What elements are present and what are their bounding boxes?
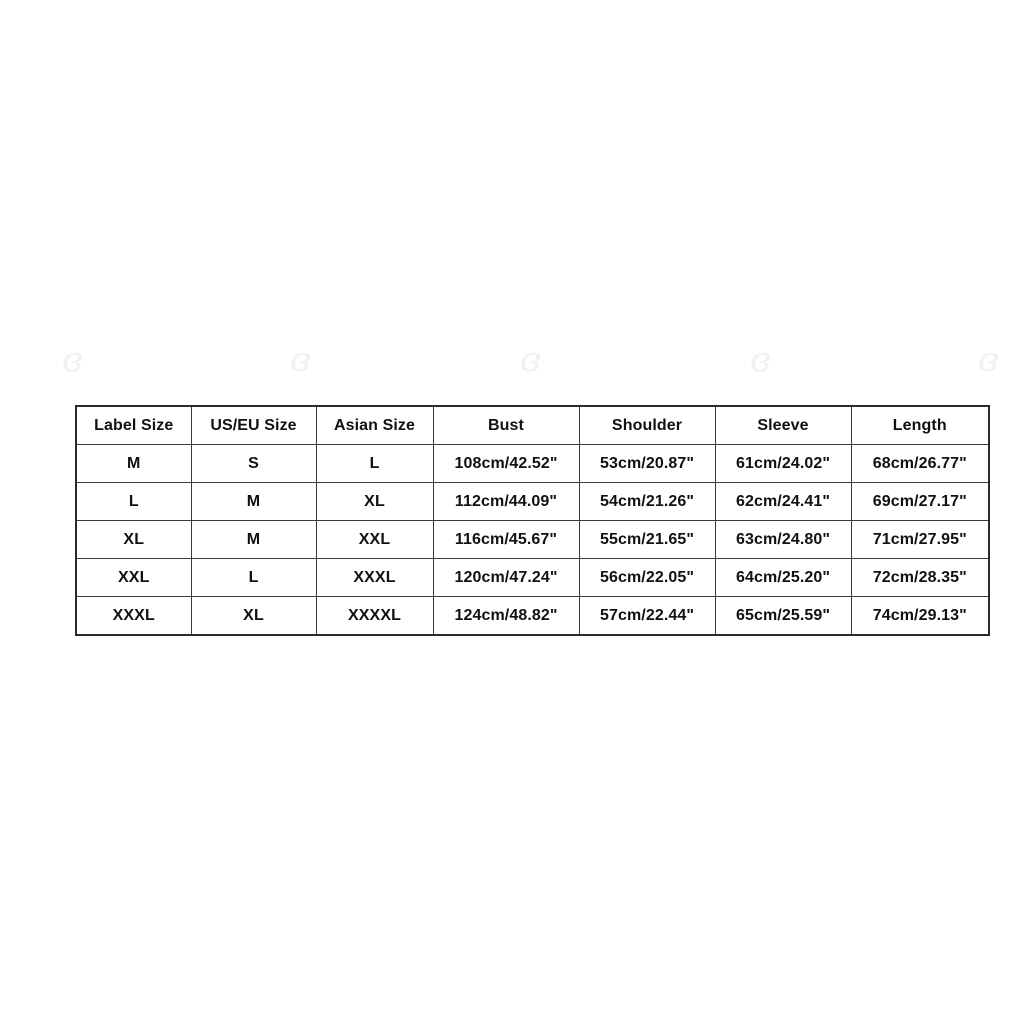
watermark-mark: ɞ [750,340,771,380]
header-sleeve: Sleeve [715,406,851,445]
header-label-size: Label Size [76,406,191,445]
cell-label-size: XXL [76,559,191,597]
cell-us-eu-size: M [191,483,316,521]
cell-label-size: M [76,445,191,483]
cell-length: 68cm/26.77" [851,445,989,483]
cell-length: 74cm/29.13" [851,597,989,636]
cell-sleeve: 62cm/24.41" [715,483,851,521]
cell-sleeve: 61cm/24.02" [715,445,851,483]
table-row [76,445,989,483]
cell-asian-size: XXXXL [316,597,433,636]
watermark-mark: ɞ [520,340,541,380]
cell-us-eu-size: XL [191,597,316,636]
cell-shoulder: 55cm/21.65" [579,521,715,559]
table-row [76,521,989,559]
watermark-mark: ɞ [978,340,999,380]
cell-shoulder: 56cm/22.05" [579,559,715,597]
table-row [76,483,989,521]
watermark-mark: ɞ [290,340,311,380]
cell-shoulder: 57cm/22.44" [579,597,715,636]
table-row [76,559,989,597]
cell-length: 72cm/28.35" [851,559,989,597]
cell-asian-size: XXL [316,521,433,559]
cell-bust: 120cm/47.24" [433,559,579,597]
size-chart-table [75,405,990,636]
cell-label-size: XXXL [76,597,191,636]
cell-sleeve: 64cm/25.20" [715,559,851,597]
cell-asian-size: XL [316,483,433,521]
cell-shoulder: 53cm/20.87" [579,445,715,483]
header-us-eu-size: US/EU Size [191,406,316,445]
watermark-mark: ɞ [62,340,83,380]
cell-sleeve: 65cm/25.59" [715,597,851,636]
cell-bust: 108cm/42.52" [433,445,579,483]
header-shoulder: Shoulder [579,406,715,445]
cell-us-eu-size: S [191,445,316,483]
cell-label-size: L [76,483,191,521]
cell-bust: 124cm/48.82" [433,597,579,636]
cell-us-eu-size: L [191,559,316,597]
header-bust: Bust [433,406,579,445]
cell-bust: 112cm/44.09" [433,483,579,521]
cell-shoulder: 54cm/21.26" [579,483,715,521]
cell-asian-size: XXXL [316,559,433,597]
cell-length: 71cm/27.95" [851,521,989,559]
table-header-row [76,406,989,445]
cell-us-eu-size: M [191,521,316,559]
cell-length: 69cm/27.17" [851,483,989,521]
cell-bust: 116cm/45.67" [433,521,579,559]
table-row [76,597,989,636]
header-length: Length [851,406,989,445]
cell-sleeve: 63cm/24.80" [715,521,851,559]
cell-asian-size: L [316,445,433,483]
header-asian-size: Asian Size [316,406,433,445]
cell-label-size: XL [76,521,191,559]
